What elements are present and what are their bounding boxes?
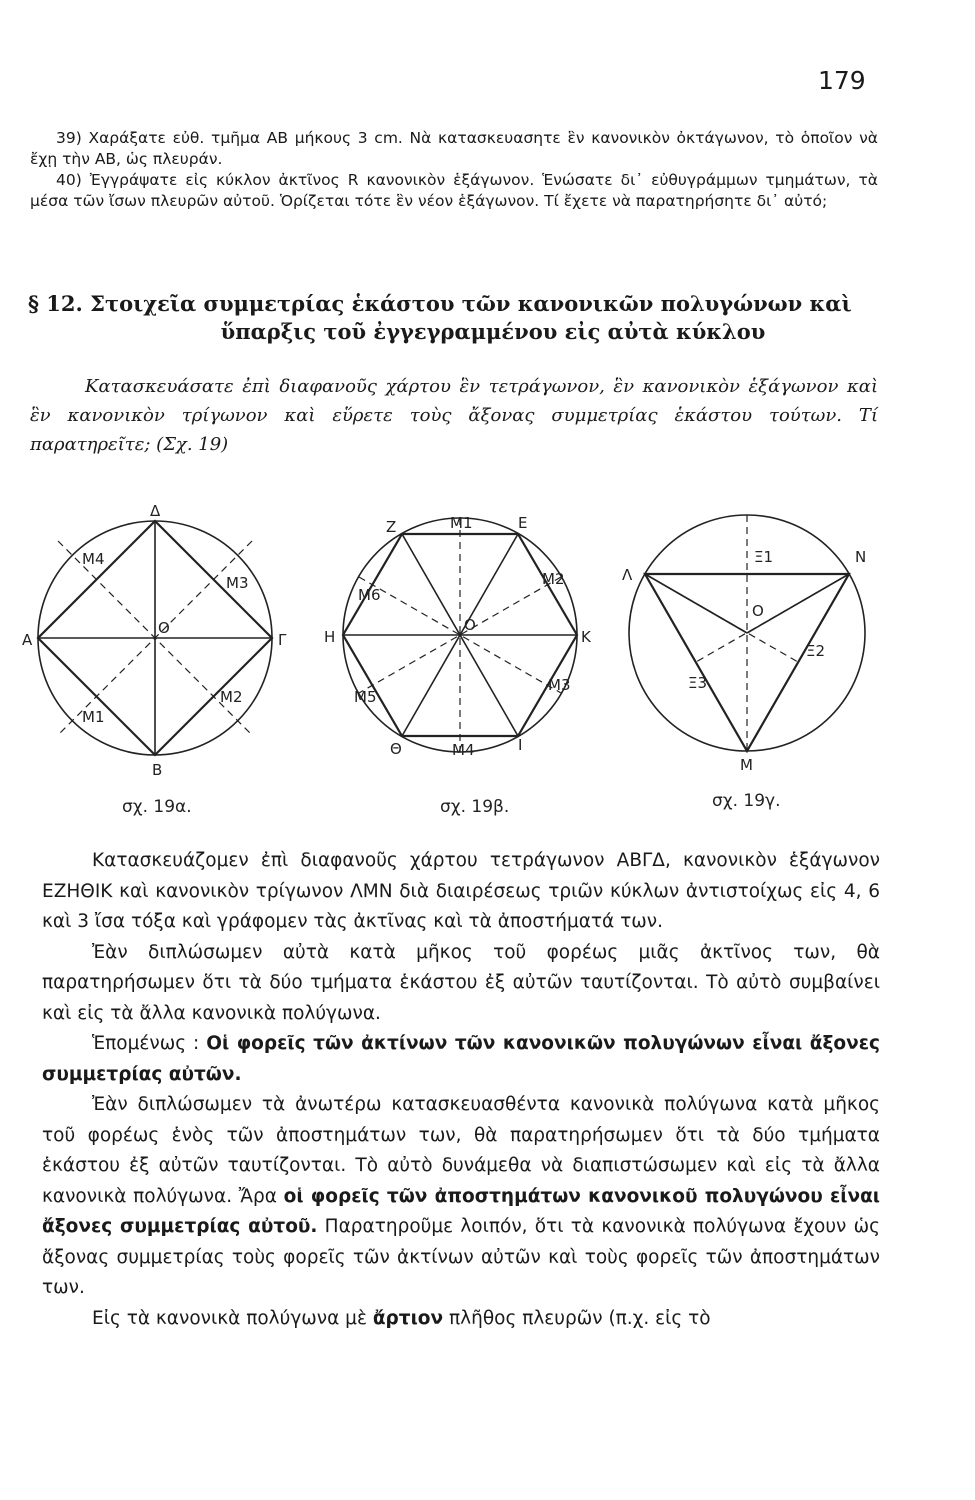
- fig-a-label-bottom: Β: [152, 761, 163, 779]
- fig-a-label-m1: Μ1: [82, 708, 105, 726]
- exercise-40: 40) Ἐγγράψατε εἰς κύκλον ἀκτῖνος R κανονικὸν ἑξάγωνον. Ἑνώσατε δι᾽ εὐθυγράμμων τμημάτων, τὰ μέσα τῶν ἴσων πλευρῶν αὐτοῦ. Ὁρίζεται τότε ἓν νέον ἑξάγωνον. Τί ἔχετε νὰ παρατηρήσητε δι᾽ αὐτό;: [30, 171, 878, 210]
- fig-b-label-i: Ι: [518, 736, 523, 754]
- conclusion-apothems: οἱ φορεῖς τῶν ἀποστημάτων κανονικοῦ πολυγώνου εἶναι ἄξονες συμμετρίας αὐτοῦ.: [42, 1185, 880, 1237]
- fig-b-label-z: Ζ: [386, 518, 397, 536]
- fig-a-label-right: Γ: [278, 631, 287, 649]
- main-text: [42, 846, 880, 1334]
- paragraph-4-end: Παρατηροῦμε λοιπόν, ὅτι τὰ κανονικὰ πολύγωνα ἔχουν ὡς ἄξονας συμμετρίας τοὺς φορεῖς τῶν ἀκτίνων αὐτῶν καὶ τοὺς φορεῖς τῶν ἀποστημάτων των.: [42, 1216, 880, 1298]
- fig-a-label-center: Ο: [158, 619, 170, 637]
- fig-b-label-m4: Μ4: [452, 741, 475, 759]
- fig-c-label-n: Ν: [855, 548, 867, 566]
- fig-b-label-m6: Μ6: [358, 586, 381, 604]
- paragraph-5-start: Εἰς τὰ κανονικὰ πολύγωνα μὲ: [92, 1307, 367, 1329]
- paragraph-4: [42, 1090, 880, 1304]
- fig-c-label-x2: Ξ2: [806, 642, 826, 660]
- fig-b-label-e: Ε: [518, 514, 528, 532]
- paragraph-5-end: πλῆθος πλευρῶν (π.χ. εἰς τὸ: [449, 1307, 711, 1329]
- fig-b-label-m3: Μ3: [548, 676, 571, 694]
- fig-b-caption: σχ. 19β.: [440, 797, 510, 817]
- exercise-39: 39) Χαράξατε εὐθ. τμῆμα ΑΒ μήκους 3 cm. Νὰ κατασκευασητε ἓν κανονικὸν ὀκτάγωνον, τὸ ὁποῖον νὰ ἔχῃ τὴν ΑΒ, ὡς πλευράν.: [30, 129, 878, 168]
- even-word: ἄρτιον: [372, 1307, 444, 1329]
- fig-b-label-m2: Μ2: [542, 570, 565, 588]
- conclusion-radii: Οἱ φορεῖς τῶν ἀκτίνων τῶν κανονικῶν πολυγώνων εἶναι ἄξονες συμμετρίας αὐτῶν.: [42, 1033, 880, 1085]
- figures-svg: [0, 490, 975, 830]
- fig-b-label-m1: Μ1: [450, 514, 473, 532]
- fig-a-label-m4: Μ4: [82, 550, 105, 568]
- figure-19b: [324, 514, 592, 817]
- fig-c-label-m: Μ: [740, 756, 753, 774]
- section-heading: [28, 290, 878, 346]
- paragraph-1: Κατασκευάζομεν ἐπὶ διαφανοῦς χάρτου τετράγωνον ΑΒΓΔ, κανονικὸν ἑξάγωνον ΕΖΗΘΙΚ καὶ κανονικὸν τρίγωνον ΛΜΝ διὰ διαιρέσεως τριῶν κύκλων ἀντιστοίχως εἰς 4, 6 καὶ 3 ἴσα τόξα καὶ γράφομεν τὰς ἀκτῖνας καὶ τὰ ἀποστήματά των.: [42, 850, 880, 932]
- fig-c-axis-3: [696, 574, 849, 662]
- fig-a-label-top: Δ: [150, 502, 161, 520]
- paragraph-4-start: Ἐὰν διπλώσωμεν τὰ ἀνωτέρω κατασκευασθέντα κανονικὰ πολύγωνα κατὰ μῆκος τοῦ φορέως ἑνὸς τῶν ἀποστημάτων των, θὰ παρατηρήσωμεν ὅτι τὰ δύο τμήματα ἑκάστου ἐξ αὐτῶν ταυτίζονται. Τὸ αὐτὸ δυνάμεθα νὰ διαπιστώσωμεν καὶ εἰς τὰ ἄλλα κανονικὰ πολύγωνα. Ἄρα: [42, 1094, 880, 1207]
- paragraph-3: [42, 1029, 880, 1090]
- fig-c-caption: σχ. 19γ.: [712, 791, 781, 811]
- section-heading-line-2: ὕπαρξις τοῦ ἐγγεγραμμένου εἰς αὐτὰ κύκλου: [220, 319, 766, 344]
- page-number: 179: [818, 66, 866, 95]
- fig-b-label-th: Θ: [390, 740, 402, 758]
- section-instruction: Κατασκευάσατε ἐπὶ διαφανοῦς χάρτου ἓν τετράγωνον, ἓν κανονικὸν ἑξάγωνον καὶ ἓν κανονικὸν τρίγωνον καὶ εὕρετε τοὺς ἄξονας συμμετρίας ἑκάστου τούτων. Τί παρατηρεῖτε; (Σχ. 19): [30, 376, 878, 455]
- figure-row: [0, 490, 975, 830]
- fig-c-label-x1: Ξ1: [754, 548, 774, 566]
- fig-b-label-m5: Μ5: [354, 688, 377, 706]
- exercise-list: [30, 128, 878, 212]
- paragraph-5: [42, 1304, 880, 1335]
- paragraph-2: Ἐὰν διπλώσωμεν αὐτὰ κατὰ μῆκος τοῦ φορέως μιᾶς ἀκτῖνος των, θὰ παρατηρήσωμεν ὅτι τὰ δύο τμήματα ἑκάστου ἐξ αὐτῶν ταυτίζονται. Τὸ αὐτὸ συμβαίνει καὶ εἰς τὰ ἄλλα κανονικὰ πολύγωνα.: [42, 941, 880, 1024]
- fig-c-label-l: Λ: [622, 566, 633, 584]
- figure-19c: [622, 515, 866, 811]
- fig-a-label-m3: Μ3: [226, 574, 249, 592]
- conclusion-lead: Ἑπομένως :: [92, 1033, 200, 1054]
- fig-c-label-x3: Ξ3: [688, 674, 708, 692]
- figure-19a: [22, 502, 287, 817]
- fig-a-label-left: Α: [22, 631, 33, 649]
- fig-a-caption: σχ. 19α.: [122, 797, 192, 817]
- section-heading-line-1: § 12. Στοιχεῖα συμμετρίας ἑκάστου τῶν κανονικῶν πολυγώνων καὶ: [28, 291, 852, 316]
- fig-c-axis-2: [645, 574, 798, 662]
- fig-b-label-center: Ο: [464, 616, 476, 634]
- fig-b-label-h: Η: [324, 628, 336, 646]
- fig-a-label-m2: Μ2: [220, 688, 243, 706]
- fig-b-label-k: Κ: [581, 628, 591, 646]
- fig-c-label-center: Ο: [752, 602, 764, 620]
